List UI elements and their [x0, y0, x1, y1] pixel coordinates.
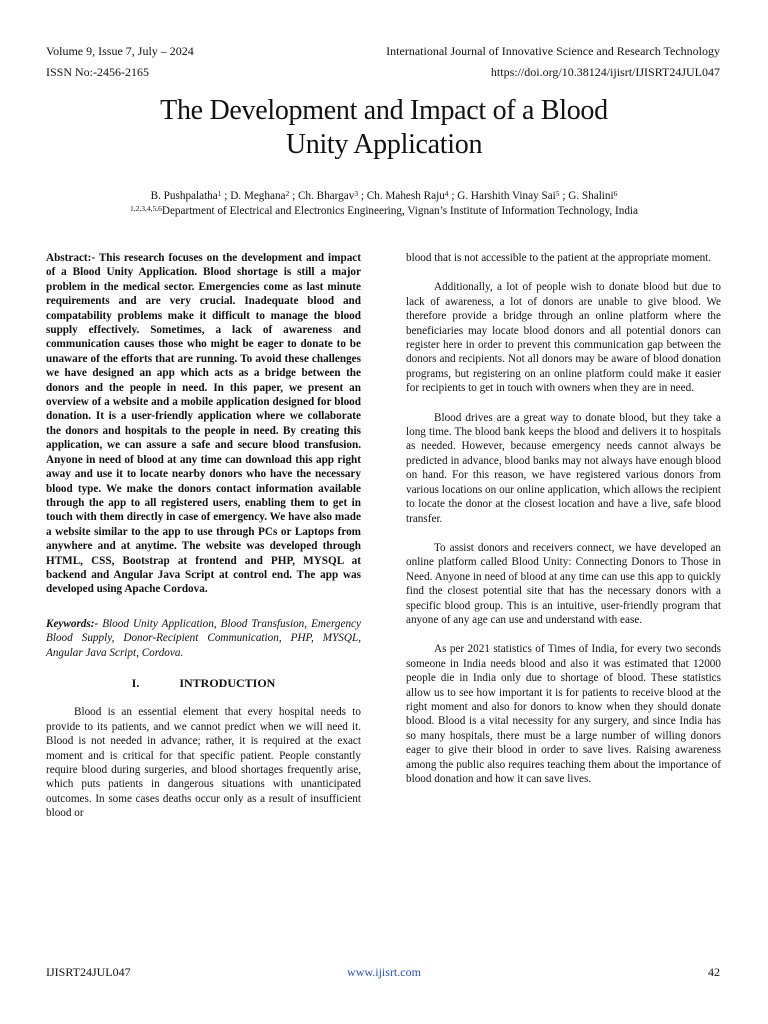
footer-paper-code: IJISRT24JUL047 — [46, 965, 131, 979]
continued-paragraph: blood that is not accessible to the patient at the appropriate moment. — [406, 252, 712, 264]
footer-website-link[interactable]: www.ijisrt.com — [347, 965, 421, 979]
intro-paragraph-3: Blood drives are a great way to donate blood, but they take a long time. The blood bank keeps the blood and delivers it to hospitals as needed. However, because emergency needs cannot always be predicted in advance, blood banks may not always have enough blood on hand. For this reason, we have registered various donors from various locations on our online application, which allows the recipient to locate the donor at the closest location and have a live, safe blood transfer. — [406, 411, 721, 525]
abstract: Abstract:- This research focuses on the development and impact of a Blood Unity Application. Blood shortage is still a major problem in the medical sector. Emergencies come as last minute requirements and are very crucial. Inadequate blood and compatability problems make it difficult to manage the blood supply effectively. Sometimes, a lack of awareness and communication causes those who might be eager to donate to be unaware of the efforts that are running. To avoid these challenges we have designed an app which acts as a bridge between the donors and the people in need. In this paper, we present an overview of a website and a mobile application designed for blood donation. It is a user-friendly application where we collaborate the donors and hospitals to the people in need. By creating this application, we can assure a safe and secure blood transfusion. Anyone in need of blood at any time can download this app right away and use it to locate nearby donors who have the necessary blood type. We make the donors contact information available through the app to all registered users, enabling them to get in touch with them directly in case of emergency. We have also made a website similar to the app to use through PCs or Laptops from anywhere and at anytime. The website was developed through HTML, CSS, Bootstrap at frontend and PHP, MYSQL at backend and Angular Java Script at control end. The app was developed using Apache Cordova. — [46, 252, 361, 596]
left-column — [46, 251, 361, 821]
volume-info: Volume 9, Issue 7, July – 2024 — [46, 44, 194, 58]
title-line-1: The Development and Impact of a Blood — [160, 95, 608, 126]
intro-paragraph-1: Blood is an essential element that every hospital needs to provide to its patients, and we cannot predict when we will need it. Blood is not needed in advance; rather, it is required at the exact moment and is critical for that specific patient. People constantly require blood during surgeries, and blood shortages frequently arise, which puts patients in dangerous situations with unanticipated outcomes. In some cases deaths occur only as a result of insufficient blood or — [46, 706, 361, 820]
doi-link[interactable]: https://doi.org/10.38124/ijisrt/IJISRT24JUL047 — [490, 65, 720, 79]
title-line-2: Unity Application — [285, 129, 483, 160]
intro-paragraph-4: To assist donors and receivers connect, we have developed an online platform called Blood Unity: Connecting Donors to Those in Need. Anyone in need of blood at any time can use this app to quickly find the closest potential site that has the necessary donors with a specific blood group. This is an intuitive, user-friendly program that anyone of any age can use and understand with ease. — [406, 541, 721, 626]
paper-title — [0, 94, 768, 162]
intro-paragraph-2: Additionally, a lot of people wish to donate blood but due to lack of awareness, a lot of donors are unable to give blood. We therefore provide a bridge through an online platform where the beneficiaries may locate blood donors and all potential donors can register here in order to prevent this communication gap between the donors and recipients. Not all donors may be aware of blood donation programs, but registering on an online platform could make it easier for recipients to get in touch with owners when they are in need. — [406, 281, 721, 395]
author-block — [0, 189, 768, 219]
section-heading: I. INTRODUCTION — [131, 675, 276, 690]
author-list: B. Pushpalatha$^1$ ; D. Meghana$^2$ ; Ch. Bhargav$^3$ ; Ch. Mahesh Raju$^4$ ; G. Harshith Vinay Sai$^5$ ; G. Shalini$^6$ — [150, 189, 618, 202]
intro-paragraph-5: As per 2021 statistics of Times of India, for every two seconds someone in India needs blood and also it was estimated that 12000 people die in India only due to shortage of blood. These statistics allow us to see how important it is for patients to receive blood at the right moment and also for donors to know when they should donate blood. Blood is a vital necessity for any surgery, and since India has so many hospitals, there must be a large number of willing donors eager to give their blood in order to save lives. Raising awareness among the public also requires teaching them about the importance of blood donation and how it can save lives. — [406, 643, 721, 785]
journal-name: International Journal of Innovative Science and Research Technology — [386, 44, 720, 58]
right-column — [406, 251, 721, 786]
page-number: 42 — [708, 965, 720, 979]
keywords: Keywords:- Blood Unity Application, Blood Transfusion, Emergency Blood Supply, Donor-Recipient Communication, PHP, MYSQL, Angular Java Script, Cordova. — [46, 617, 361, 659]
issn: ISSN No:-2456-2165 — [46, 65, 150, 79]
affiliation: $^{1,2,3,4,5,6}$Department of Electrical and Electronics Engineering, Vignan’s Institute of Information Technology, India — [129, 204, 639, 217]
